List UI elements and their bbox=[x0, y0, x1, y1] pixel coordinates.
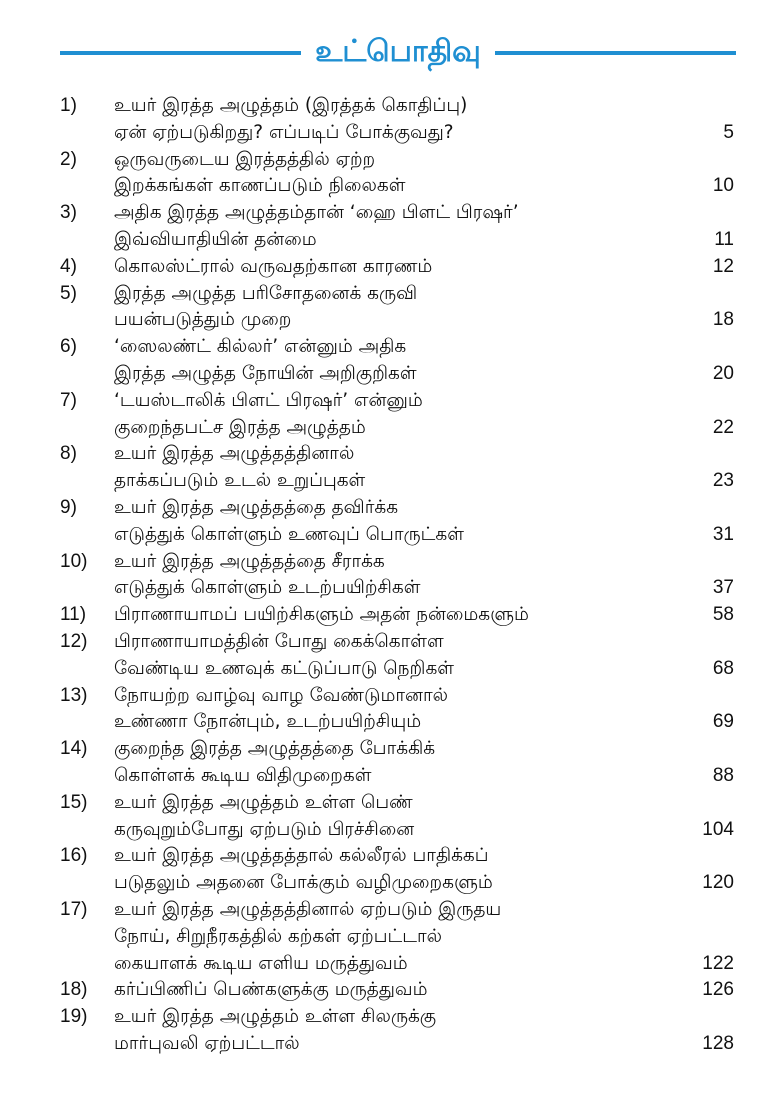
entry-title bbox=[114, 549, 664, 603]
entry-title-line: இறக்கங்கள் காணப்படும் நிலைகள் bbox=[114, 175, 406, 197]
entry-page-number: 128 bbox=[702, 1032, 734, 1054]
toc-entry[interactable] bbox=[56, 897, 734, 977]
entry-title-line: ‘ஸைலண்ட் கில்லர்’ என்னும் அதிக bbox=[114, 336, 407, 358]
entry-number: 16) bbox=[60, 845, 88, 867]
entry-title bbox=[114, 200, 664, 254]
entry-title bbox=[114, 843, 664, 897]
entry-title-line: உயர் இரத்த அழுத்தம் உள்ள பெண் bbox=[114, 791, 413, 813]
toc-entry[interactable] bbox=[56, 629, 734, 683]
table-of-contents bbox=[56, 93, 734, 1058]
entry-title bbox=[114, 334, 664, 388]
entry-title bbox=[114, 790, 664, 844]
entry-page-number: 31 bbox=[712, 523, 734, 545]
entry-title bbox=[114, 495, 664, 549]
entry-title-line: பிராணாயாமத்தின் போது கைக்கொள்ள bbox=[114, 630, 444, 652]
toc-entry[interactable] bbox=[56, 683, 734, 737]
entry-number: 6) bbox=[60, 336, 77, 358]
entry-number: 11) bbox=[60, 604, 87, 626]
entry-title-line: நோயற்ற வாழ்வு வாழ வேண்டுமானால் bbox=[114, 684, 448, 706]
entry-page-number: 122 bbox=[702, 952, 734, 974]
entry-title-line: பயன்படுத்தும் முறை bbox=[114, 309, 292, 331]
entry-page-number: 5 bbox=[723, 121, 734, 143]
toc-entry[interactable] bbox=[56, 843, 734, 897]
entry-title-line: கொள்ளக் கூடிய விதிமுறைகள் bbox=[114, 764, 372, 786]
entry-title bbox=[114, 736, 664, 790]
toc-header bbox=[60, 28, 736, 78]
toc-entry[interactable] bbox=[56, 602, 734, 629]
toc-entry[interactable] bbox=[56, 281, 734, 335]
toc-entry[interactable] bbox=[56, 736, 734, 790]
entry-number: 14) bbox=[60, 738, 88, 760]
entry-title-line: கர்ப்பிணிப் பெண்களுக்கு மருத்துவம் bbox=[114, 979, 428, 1001]
entry-title-line: நோய், சிறுநீரகத்தில் கற்கள் ஏற்பட்டால் bbox=[114, 925, 442, 947]
entry-page-number: 88 bbox=[712, 764, 734, 786]
entry-title-line: குறைந்தபட்ச இரத்த அழுத்தம் bbox=[114, 416, 366, 438]
entry-page-number: 11 bbox=[714, 228, 734, 250]
entry-title-line: உண்ணா நோன்பும், உடற்பயிற்சியும் bbox=[114, 711, 422, 733]
entry-title bbox=[114, 441, 664, 495]
entry-number: 5) bbox=[60, 282, 77, 304]
toc-entry[interactable] bbox=[56, 147, 734, 201]
entry-title-line: மார்புவலி ஏற்பட்டால் bbox=[114, 1032, 300, 1054]
entry-number: 2) bbox=[60, 148, 77, 170]
toc-entry[interactable] bbox=[56, 495, 734, 549]
entry-title-line: படுதலும் அதனை போக்கும் வழிமுறைகளும் bbox=[114, 872, 493, 894]
entry-title bbox=[114, 93, 664, 147]
toc-entry[interactable] bbox=[56, 334, 734, 388]
entry-page-number: 22 bbox=[712, 416, 734, 438]
entry-title-line: உயர் இரத்த அழுத்தம் உள்ள சிலருக்கு bbox=[114, 1006, 437, 1028]
entry-title-line: உயர் இரத்த அழுத்தத்தை தவிர்க்க bbox=[114, 496, 399, 518]
toc-entry[interactable] bbox=[56, 977, 734, 1004]
entry-page-number: 126 bbox=[702, 979, 734, 1001]
entry-title bbox=[114, 1004, 664, 1058]
entry-number: 13) bbox=[60, 684, 88, 706]
toc-entry[interactable] bbox=[56, 200, 734, 254]
entry-title bbox=[114, 683, 664, 737]
entry-page-number: 10 bbox=[712, 175, 734, 197]
entry-page-number: 20 bbox=[712, 362, 734, 384]
entry-page-number: 120 bbox=[702, 872, 734, 894]
entry-title bbox=[114, 977, 664, 1004]
entry-title-line: இவ்வியாதியின் தன்மை bbox=[114, 228, 317, 250]
entry-title-line: வேண்டிய உணவுக் கட்டுப்பாடு நெறிகள் bbox=[114, 657, 454, 679]
entry-title-line: உயர் இரத்த அழுத்தத்தை சீராக்க bbox=[114, 550, 385, 572]
entry-page-number: 37 bbox=[712, 577, 734, 599]
toc-entry[interactable] bbox=[56, 1004, 734, 1058]
entry-title-line: கொலஸ்ட்ரால் வருவதற்கான காரணம் bbox=[114, 255, 433, 277]
entry-title-line: ‘டயஸ்டாலிக் பிளட் பிரஷர்’ என்னும் bbox=[114, 389, 423, 411]
entry-page-number: 69 bbox=[712, 711, 734, 733]
entry-title bbox=[114, 147, 664, 201]
entry-page-number: 68 bbox=[712, 657, 734, 679]
entry-title bbox=[114, 254, 664, 281]
toc-entry[interactable] bbox=[56, 441, 734, 495]
entry-number: 3) bbox=[60, 202, 77, 224]
toc-entry[interactable] bbox=[56, 790, 734, 844]
entry-title-line: உயர் இரத்த அழுத்தத்தால் கல்லீரல் பாதிக்கப் bbox=[114, 845, 489, 867]
entry-title-line: இரத்த அழுத்த பரிசோதனைக் கருவி bbox=[114, 282, 418, 304]
entry-page-number: 23 bbox=[712, 470, 734, 492]
entry-title bbox=[114, 281, 664, 335]
entry-title bbox=[114, 602, 664, 629]
entry-title-line: அதிக இரத்த அழுத்தம்தான் ‘ஹை பிளட் பிரஷர்’ bbox=[114, 202, 519, 224]
entry-number: 19) bbox=[60, 1006, 88, 1028]
entry-title-line: ஒருவருடைய இரத்தத்தில் ஏற்ற bbox=[114, 148, 376, 170]
entry-page-number: 58 bbox=[712, 604, 734, 626]
entry-page-number: 18 bbox=[712, 309, 734, 331]
entry-number: 9) bbox=[60, 496, 77, 518]
entry-title-line: உயர் இரத்த அழுத்தம் (இரத்தக் கொதிப்பு) bbox=[114, 95, 468, 116]
entry-title-line: கையாளக் கூடிய எளிய மருத்துவம் bbox=[114, 952, 408, 974]
entry-number: 4) bbox=[60, 255, 77, 277]
left-divider bbox=[60, 51, 301, 55]
right-divider bbox=[495, 51, 736, 55]
entry-title-line: ஏன் ஏற்படுகிறது? எப்படிப் போக்குவது? bbox=[114, 121, 454, 143]
entry-title-line: உயர் இரத்த அழுத்தத்தினால் ஏற்படும் இருதய bbox=[114, 898, 502, 920]
entry-number: 7) bbox=[60, 389, 77, 411]
page-title: உட்பொதிவு bbox=[315, 33, 481, 69]
entry-title-line: தாக்கப்படும் உடல் உறுப்புகள் bbox=[114, 470, 366, 492]
entry-title-line: உயர் இரத்த அழுத்தத்தினால் bbox=[114, 443, 355, 465]
entry-title-line: எடுத்துக் கொள்ளும் உணவுப் பொருட்கள் bbox=[114, 523, 464, 545]
toc-entry[interactable] bbox=[56, 254, 734, 281]
entry-title-line: எடுத்துக் கொள்ளும் உடற்பயிற்சிகள் bbox=[114, 577, 421, 599]
entry-title bbox=[114, 897, 664, 977]
entry-title-line: இரத்த அழுத்த நோயின் அறிகுறிகள் bbox=[114, 362, 417, 384]
entry-number: 8) bbox=[60, 443, 77, 465]
entry-number: 12) bbox=[60, 630, 88, 652]
entry-title bbox=[114, 388, 664, 442]
entry-title bbox=[114, 629, 664, 683]
entry-number: 15) bbox=[60, 791, 88, 813]
entry-title-line: பிராணாயாமப் பயிற்சிகளும் அதன் நன்மைகளும் bbox=[114, 604, 529, 626]
entry-title-line: கருவுறும்போது ஏற்படும் பிரச்சினை bbox=[114, 818, 415, 840]
toc-entry[interactable] bbox=[56, 388, 734, 442]
entry-page-number: 104 bbox=[702, 818, 734, 840]
entry-page-number: 12 bbox=[712, 255, 734, 277]
toc-entry[interactable] bbox=[56, 93, 734, 147]
entry-number: 18) bbox=[60, 979, 88, 1001]
entry-number: 10) bbox=[60, 550, 88, 572]
entry-number: 1) bbox=[60, 95, 77, 116]
entry-title-line: குறைந்த இரத்த அழுத்தத்தை போக்கிக் bbox=[114, 738, 436, 760]
toc-entry[interactable] bbox=[56, 549, 734, 603]
entry-number: 17) bbox=[60, 898, 88, 920]
